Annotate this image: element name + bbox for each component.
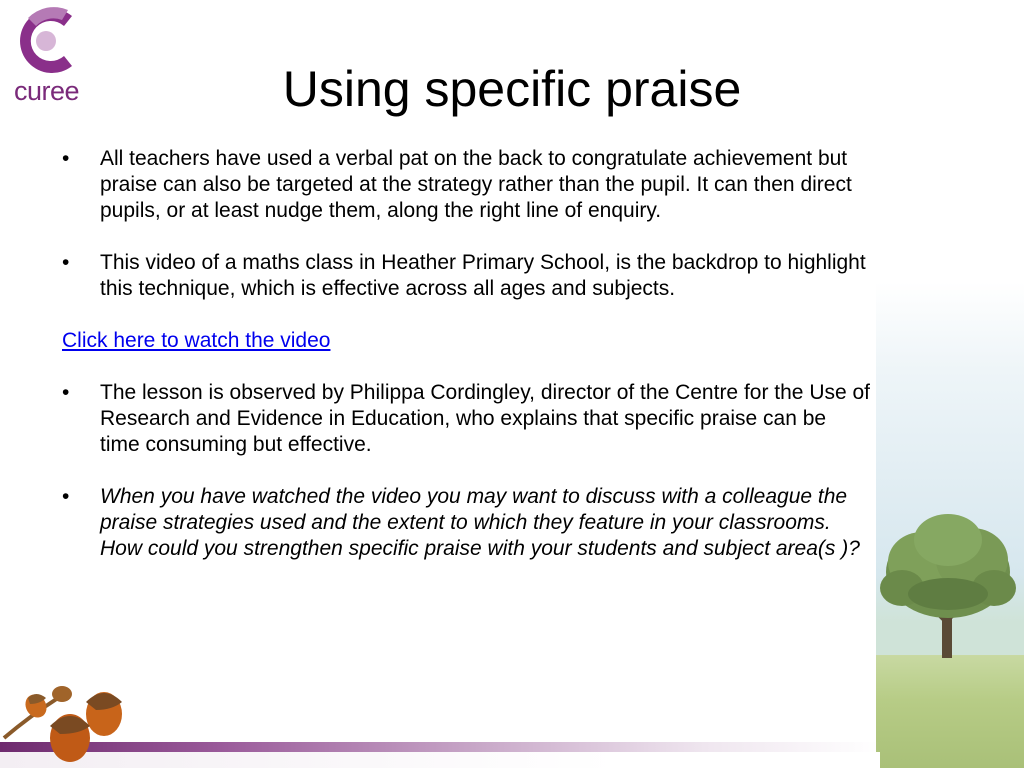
bullet-text: This video of a maths class in Heather Primary School, is the backdrop to highlight this technique, which is effective across all ages and subjects. (100, 251, 866, 300)
grass-background (876, 655, 1024, 768)
bullet-marker: • (62, 251, 70, 274)
bullet-text: All teachers have used a verbal pat on the back to congratulate achievement but praise can also be targeted at the strategy rather than the pupil. It can then direct pupils, or at least nudge them, along the right line of enquiry. (100, 147, 852, 222)
bullet-item (62, 484, 870, 562)
bullet-marker: • (62, 147, 70, 170)
bullet-item (62, 250, 870, 302)
bottom-band (0, 742, 880, 752)
bullet-item (62, 380, 870, 458)
content-body (62, 146, 870, 562)
bullet-marker: • (62, 381, 70, 404)
bullet-item (62, 146, 870, 224)
video-link-row (62, 328, 870, 354)
watch-video-link[interactable]: Click here to watch the video (62, 329, 331, 352)
bullet-text: The lesson is observed by Philippa Cordingley, director of the Centre for the Use of Research and Evidence in Education, who explains that specific praise can be time consuming but effective. (100, 381, 871, 456)
acorns-icon (0, 676, 130, 768)
page-title: Using specific praise (282, 61, 742, 117)
bullet-marker: • (62, 485, 70, 508)
bottom-band-fade (0, 752, 880, 768)
bullet-text-italic: When you have watched the video you may want to discuss with a colleague the praise strategies used and the extent to which they feature in your classrooms. How could you strengthen specific praise with your students and subject area(s )? (100, 485, 860, 560)
logo-text: curee (14, 76, 80, 106)
tree-icon (872, 510, 1024, 670)
